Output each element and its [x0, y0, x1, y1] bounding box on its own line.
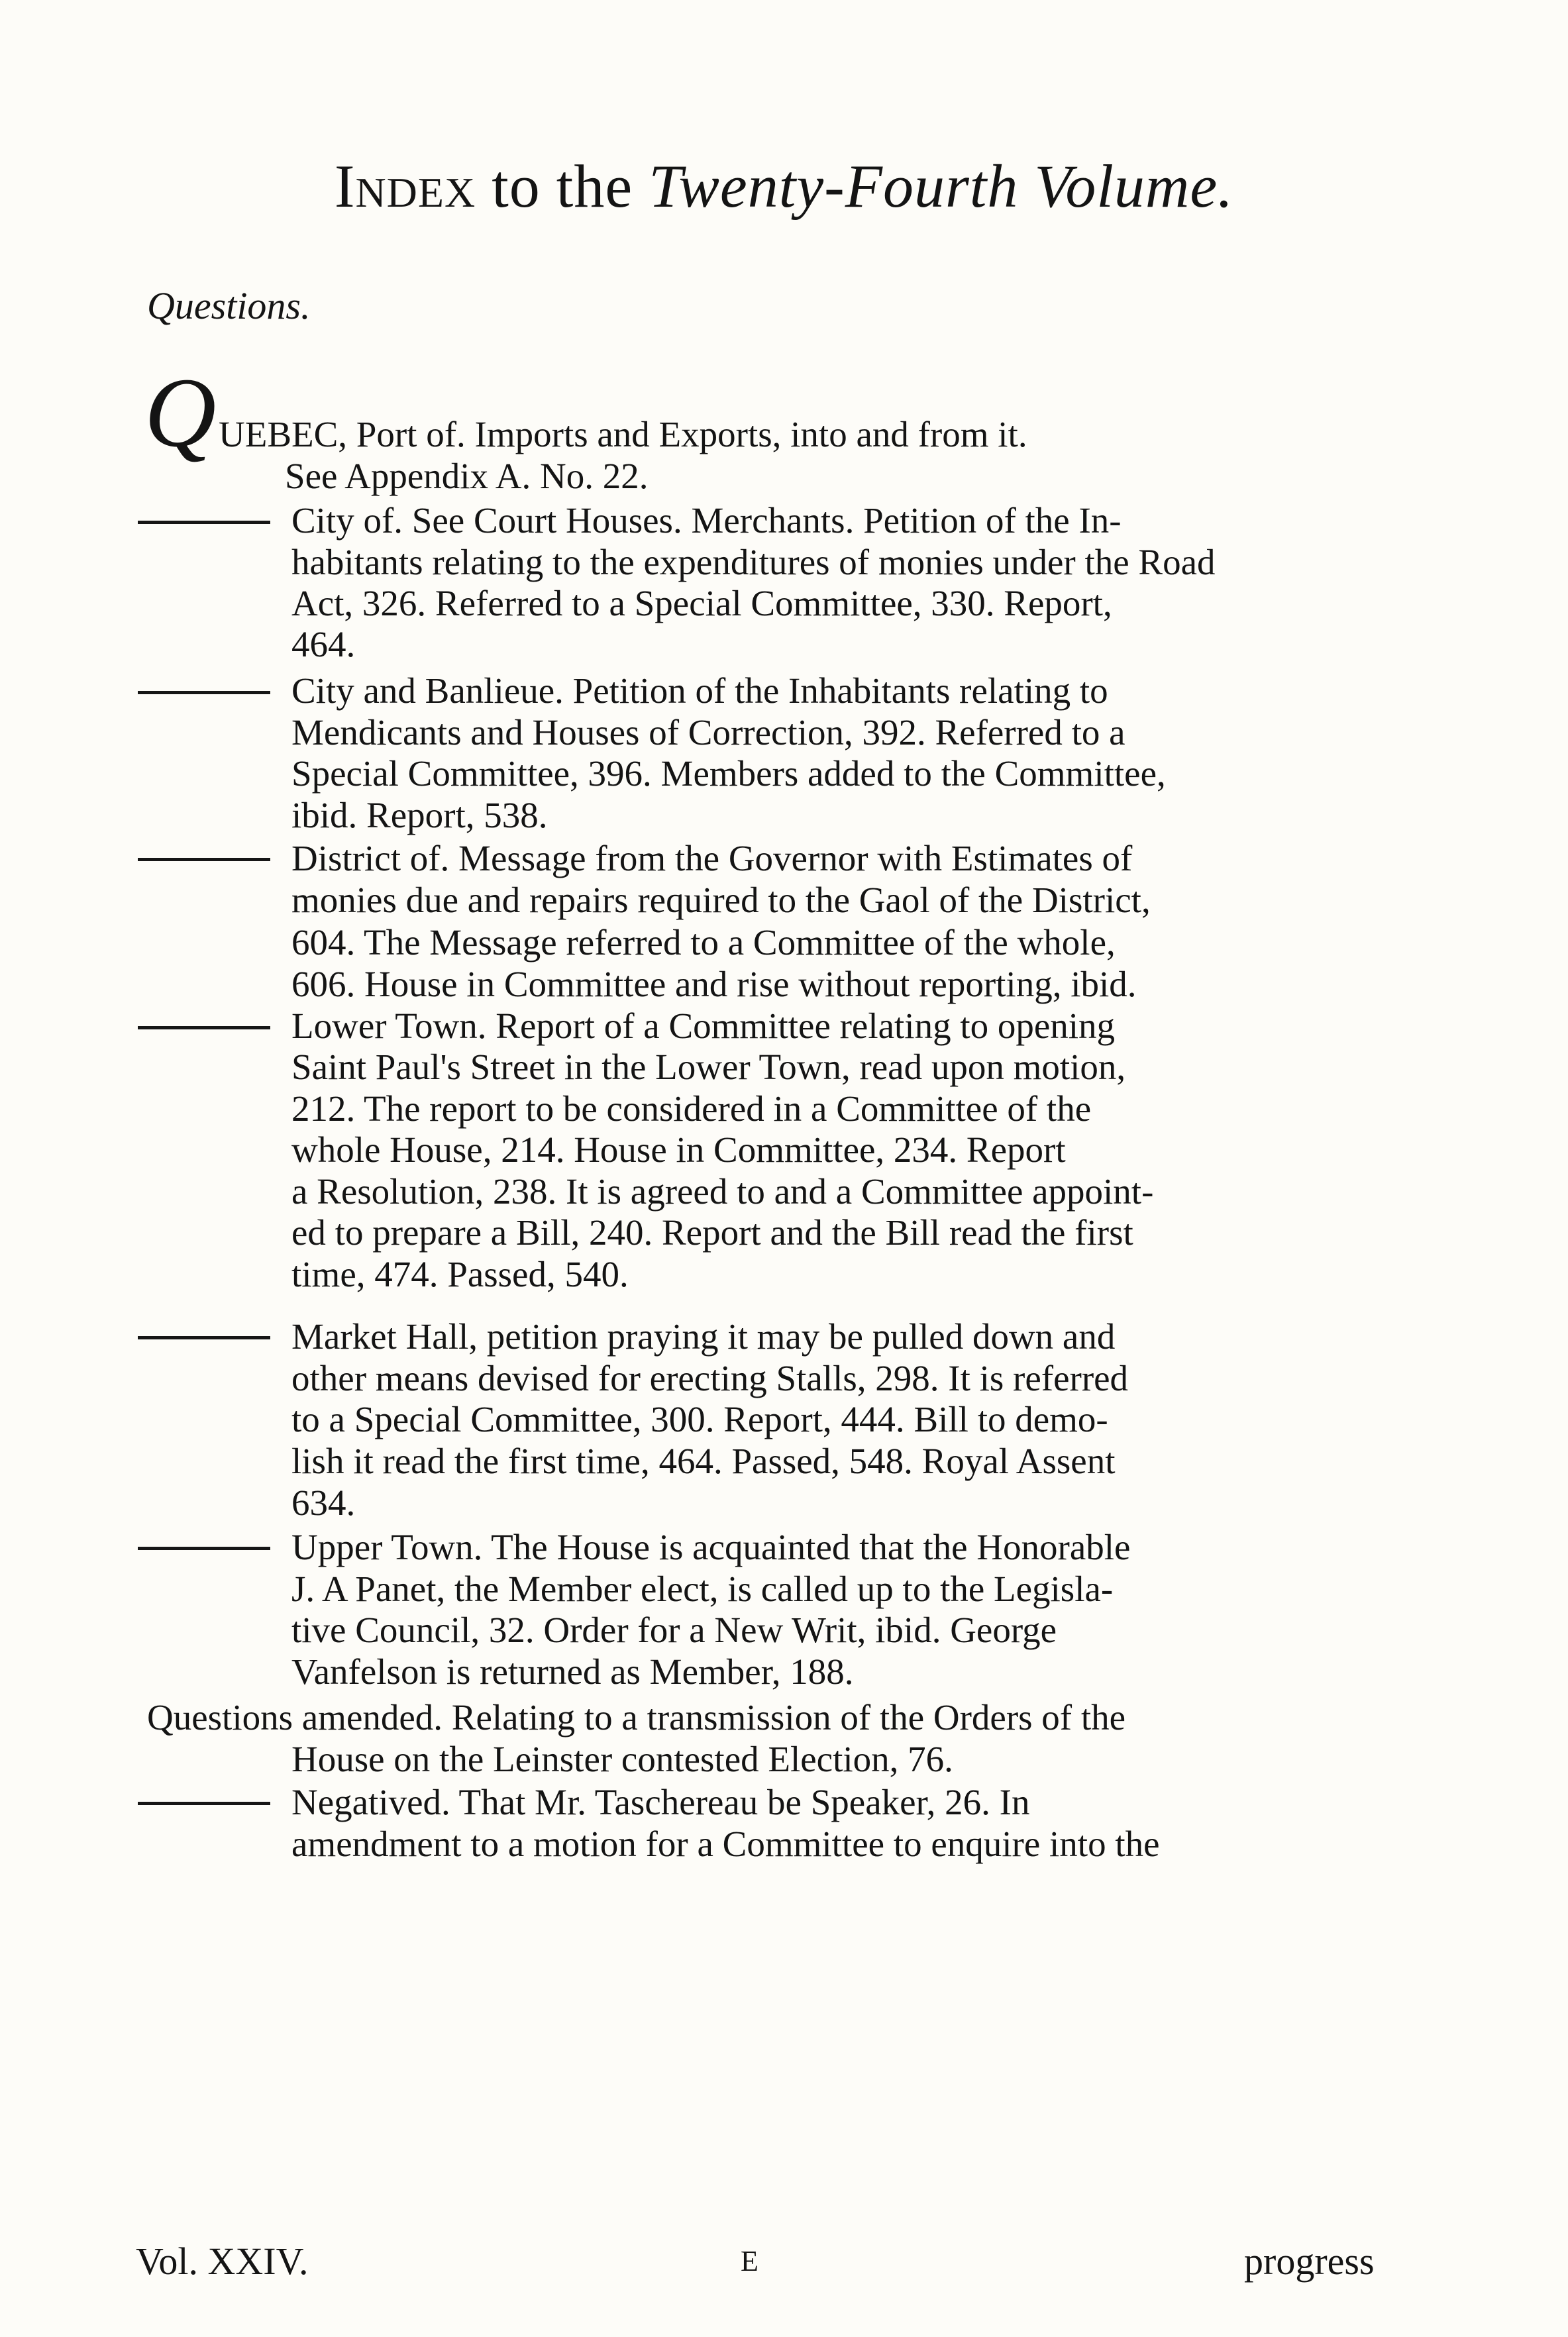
index-line: City and Banlieue. Petition of the Inhabitants relating to — [291, 670, 1108, 711]
index-line: Questions amended. Relating to a transmission of the Orders of the — [147, 1697, 1126, 1738]
index-line: time, 474. Passed, 540. — [291, 1254, 629, 1294]
index-line: 634. — [291, 1482, 356, 1523]
catchword: progress — [1244, 2240, 1375, 2283]
index-line: a Resolution, 238. It is agreed to and a Committee appoint- — [291, 1171, 1154, 1212]
title-index: Index — [334, 152, 476, 220]
index-line: Upper Town. The House is acquainted that the Honorable — [291, 1527, 1131, 1567]
index-line: ed to prepare a Bill, 240. Report and the Bill read the first — [291, 1212, 1133, 1253]
index-line: See Appendix A. No. 22. — [285, 456, 649, 496]
section-heading: Questions. — [147, 284, 311, 327]
index-line: tive Council, 32. Order for a New Writ, ibid. George — [291, 1610, 1057, 1650]
index-line: Lower Town. Report of a Committee relating to opening — [291, 1006, 1116, 1046]
index-line: 212. The report to be considered in a Committee of the — [291, 1088, 1092, 1129]
entry-dash — [138, 691, 270, 694]
index-line: Saint Paul's Street in the Lower Town, read upon motion, — [291, 1047, 1126, 1087]
index-line: other means devised for erecting Stalls, 298. It is referred — [291, 1358, 1129, 1398]
index-line: to a Special Committee, 300. Report, 444. Bill to demo- — [291, 1399, 1108, 1439]
index-line: lish it read the first time, 464. Passed, 548. Royal Assent — [291, 1441, 1116, 1481]
index-line: Act, 326. Referred to a Special Committee, 330. Report, — [291, 583, 1112, 623]
entry-dash — [138, 1547, 270, 1550]
running-title — [0, 151, 1568, 221]
index-line: monies due and repairs required to the Gaol of the District, — [291, 880, 1151, 920]
entry-dash — [138, 1026, 270, 1029]
index-line: habitants relating to the expenditures of monies under the Road — [291, 542, 1216, 582]
index-line: 604. The Message referred to a Committee of the whole, — [291, 922, 1116, 962]
index-line: Market Hall, petition praying it may be pulled down and — [291, 1316, 1116, 1357]
entry-dash — [138, 521, 270, 524]
index-line: Vanfelson is returned as Member, 188. — [291, 1651, 854, 1692]
index-line: 464. — [291, 624, 356, 664]
title-connector: to the — [476, 152, 649, 220]
index-line: District of. Message from the Governor with Estimates of — [291, 838, 1133, 878]
volume-number: Vol. XXIV. — [136, 2240, 309, 2283]
index-line: Special Committee, 396. Members added to the Committee, — [291, 753, 1166, 794]
index-line: Mendicants and Houses of Correction, 392. Referred to a — [291, 712, 1125, 753]
entry-dash — [138, 1336, 270, 1339]
index-line: House on the Leinster contested Election, 76. — [291, 1739, 953, 1779]
title-volume: Twenty-Fourth Volume. — [649, 152, 1234, 220]
index-line: UEBEC, Port of. Imports and Exports, into and from it. — [219, 414, 1027, 454]
index-line: ibid. Report, 538. — [291, 795, 548, 835]
entry-dash — [138, 858, 270, 861]
index-line: whole House, 214. House in Committee, 234. Report — [291, 1129, 1066, 1170]
index-line: 606. House in Committee and rise without reporting, ibid. — [291, 964, 1137, 1004]
index-line: Negatived. That Mr. Taschereau be Speaker, 26. In — [291, 1782, 1030, 1822]
signature-mark: E — [741, 2245, 758, 2277]
entry-dash — [138, 1802, 270, 1805]
index-line: City of. See Court Houses. Merchants. Petition of the In- — [291, 500, 1122, 541]
index-line: amendment to a motion for a Committee to enquire into the — [291, 1824, 1160, 1864]
index-line: J. A Panet, the Member elect, is called up to the Legisla- — [291, 1569, 1114, 1609]
drop-cap: Q — [144, 358, 217, 468]
